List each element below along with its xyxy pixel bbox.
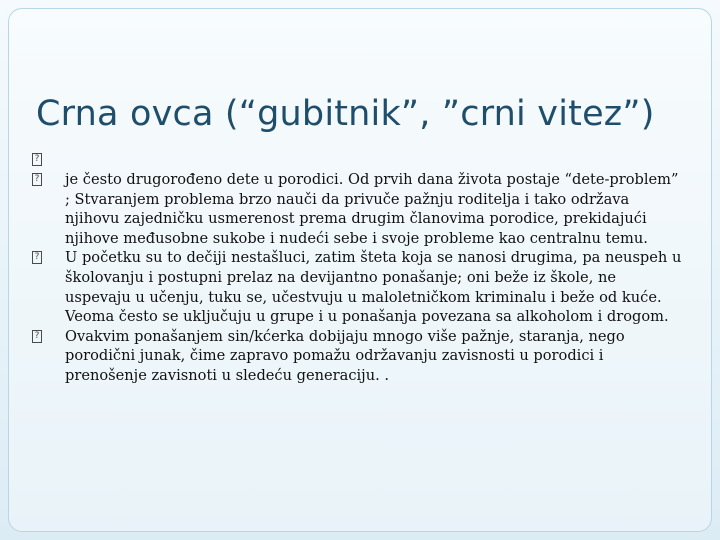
bullet-list <box>32 150 682 386</box>
bullet-box-icon: ? <box>32 153 42 166</box>
bullet-item <box>32 248 682 326</box>
bullet-text: je često drugorođeno dete u porodici. Od prvih dana života postaje “dete-problem” ; Stvaranjem problema brzo nauči da privuče pažnju roditelja i tako održava njihovu zajedničku usmerenost prema drugim članovima porodice, prekidajući njihove međusobne sukobe i nudeći sebe i svoje probleme kao centralnu temu. <box>65 171 679 247</box>
bullet-text: U početku su to dečiji nestašluci, zatim šteta koja se nanosi drugima, pa neuspeh u školovanju i postupni prelaz na devijantno ponašanje; oni beže iz škole, ne uspevaju u učenju, tuku se, učestvuju u maloletničkom kriminalu i beže od kuće. Veoma često se uključuju u grupe i u ponašanja povezana sa alkoholom i drogom. <box>65 249 682 326</box>
bullet-item-empty <box>32 150 682 170</box>
bullet-text: Ovakvim ponašanjem sin/kćerka dobijaju mnogo više pažnje, staranja, nego porodični junak, čime zapravo pomažu održavanju zavisnosti u porodici i prenošenje zavisnoti u sledeću generaciju. . <box>65 327 625 384</box>
bullet-item <box>32 327 682 386</box>
bullet-box-icon: ? <box>32 330 42 343</box>
bullet-box-icon: ? <box>32 173 42 186</box>
bullet-item <box>32 170 682 248</box>
slide-title: Crna ovca (“gubitnik”, ”crni vitez”) <box>36 94 655 134</box>
bullet-box-icon: ? <box>32 251 42 264</box>
